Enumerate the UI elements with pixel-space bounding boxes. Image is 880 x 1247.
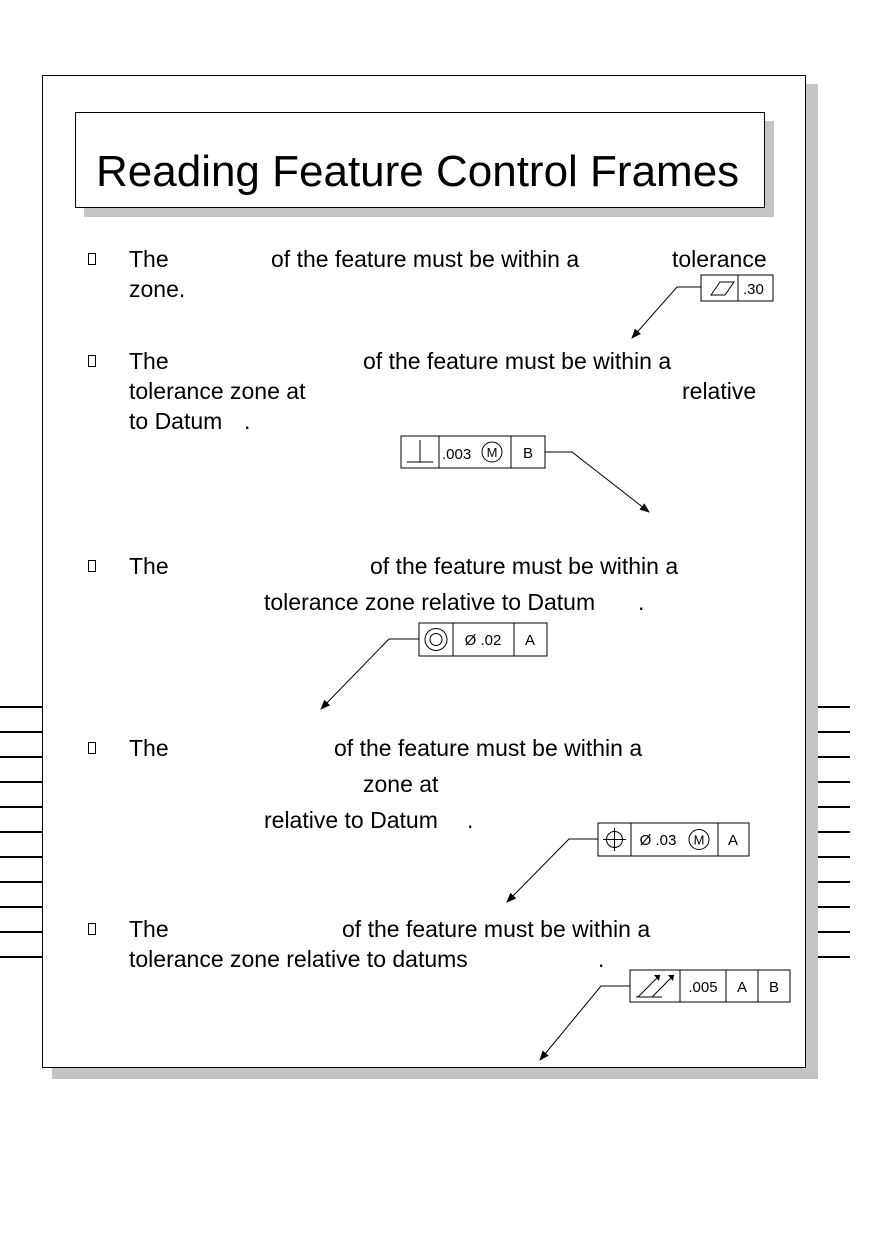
leader-arrow [507,839,598,902]
feature-control-frame-flatness [632,275,773,338]
bullet-text: zone. [129,276,186,302]
bullet-text: of the feature must be within a [342,916,651,942]
perpendicularity-icon [407,440,433,462]
bullet-text: of the feature must be within a [363,348,672,374]
bullet-text: of the feature must be within a [271,246,580,272]
bullet-text: tolerance zone relative to datums [129,946,468,972]
bullet-text: to Datum [129,408,223,434]
datum-label: B [522,445,534,462]
bullet-text: of the feature must be within a [370,553,679,579]
bullet-text: . [598,946,605,972]
bullet-text: tolerance zone relative to Datum [264,589,596,615]
bullet-text: zone at [363,771,439,797]
leader-arrow [540,986,630,1060]
flatness-icon [711,282,734,295]
modifier-label: M [693,832,705,848]
bullet-text: relative to Datum [264,807,438,833]
bullet-text: The [129,246,169,272]
tolerance-value: .003 [442,446,472,463]
modifier-label: M [486,445,498,460]
feature-control-frame-total-runout [540,970,790,1060]
total-runout-icon [636,975,674,997]
leader-arrow [321,639,419,709]
tolerance-value: .30 [743,281,764,298]
position-icon [603,828,626,851]
bullet-text: relative [682,378,757,404]
tolerance-value: Ø .02 [464,632,502,649]
bullet-text: . [467,807,474,833]
feature-control-frame-concentricity [321,623,547,709]
bullet-text: The [129,553,169,579]
feature-control-frame-position [507,823,749,902]
datum-label: B [768,979,780,996]
bullet-text: tolerance zone at [129,378,306,404]
leader-arrow [545,452,649,512]
bullet-text: of the feature must be within a [334,735,643,761]
bullet-text: tolerance [672,246,767,272]
tolerance-value: Ø .03 [639,832,677,849]
page-title: Reading Feature Control Frames [96,147,740,196]
bullet-text: . [638,589,645,615]
feature-control-frame-perpendicularity [401,436,649,512]
datum-label: A [736,979,748,996]
bullet-text: The [129,735,169,761]
bullet-text: The [129,348,169,374]
datum-label: A [524,632,536,649]
tolerance-value: .005 [688,979,718,996]
concentricity-icon [425,629,447,651]
bullet-text: . [244,408,251,434]
bullet-text: The [129,916,169,942]
datum-label: A [727,832,739,849]
leader-arrow [632,287,701,338]
